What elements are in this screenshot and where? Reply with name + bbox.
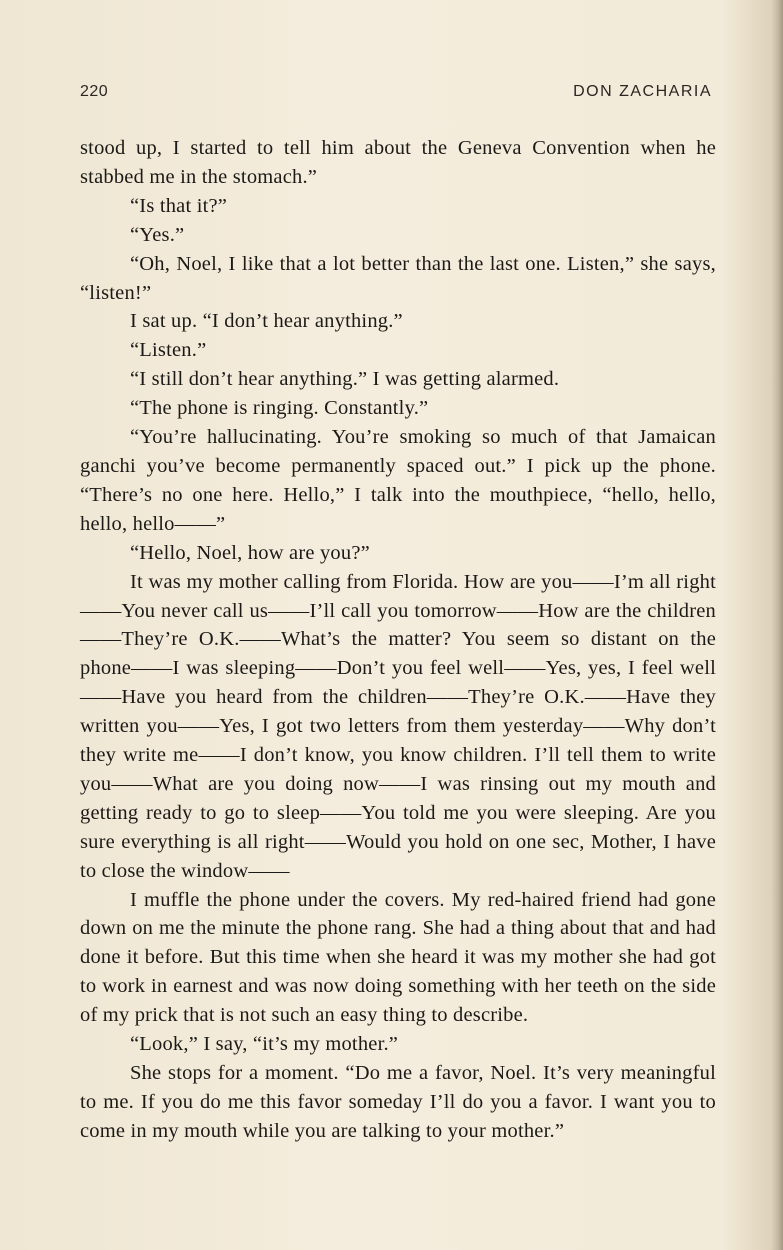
- paragraph: It was my mother calling from Florida. How are you——I’m all right——You never call us——I’ll call you tomorrow——How are the children——They’re O.K.——What’s the matter? You seem so distant on the phone——I was sleeping——Don’t you feel well——Yes, yes, I feel well——Have you heard from the children——They’re O.K.——Have they written you——Yes, I got two letters from them yesterday——Why don’t they write me——I don’t know, you know children. I’ll tell them to write you——What are you doing now——I was rinsing out my mouth and getting ready to go to sleep——You told me you were sleeping. Are you sure everything is all right——Would you hold on one sec, Mother, I have to close the window——: [80, 570, 716, 882]
- paragraph: “I still don’t hear anything.” I was getting alarmed.: [130, 368, 560, 391]
- paragraph: I muffle the phone under the covers. My red-haired friend had gone down on me the minute the phone rang. She had a thing about that and had done it before. But this time when she heard it was my mother she had got to work in earnest and was now doing something with her teeth on the side of my prick that is not such an easy thing to describe.: [80, 888, 716, 1027]
- running-title: DON ZACHARIA: [573, 83, 712, 100]
- paragraph: “Listen.”: [130, 339, 207, 362]
- paragraph: “Look,” I say, “it’s my mother.”: [130, 1033, 399, 1056]
- paragraph: She stops for a moment. “Do me a favor, Noel. It’s very meaningful to me. If you do me this favor someday I’ll do you a favor. I want you to come in my mouth while you are talking to your mother.”: [80, 1062, 716, 1142]
- paragraph: “The phone is ringing. Constantly.”: [130, 397, 429, 420]
- running-head: [80, 83, 712, 107]
- paragraph: “Is that it?”: [130, 194, 228, 217]
- paragraph: “Oh, Noel, I like that a lot better than the last one. Listen,” she says, “listen!”: [80, 252, 716, 304]
- paragraph: I sat up. “I don’t hear anything.”: [130, 310, 403, 333]
- page-edge-shadow: [771, 0, 783, 1250]
- paragraph: “You’re hallucinating. You’re smoking so much of that Jamaican ganchi you’ve become permanently spaced out.” I pick up the phone. “There’s no one here. Hello,” I talk into the mouthpiece, “hello, hello, hello, hello——”: [80, 426, 716, 535]
- page-number: 220: [80, 83, 109, 100]
- paragraph: stood up, I started to tell him about the Geneva Convention when he stabbed me in the stomach.”: [80, 137, 716, 188]
- body-text: [80, 134, 716, 1146]
- paragraph: “Yes.”: [130, 223, 185, 246]
- paragraph: “Hello, Noel, how are you?”: [130, 541, 370, 564]
